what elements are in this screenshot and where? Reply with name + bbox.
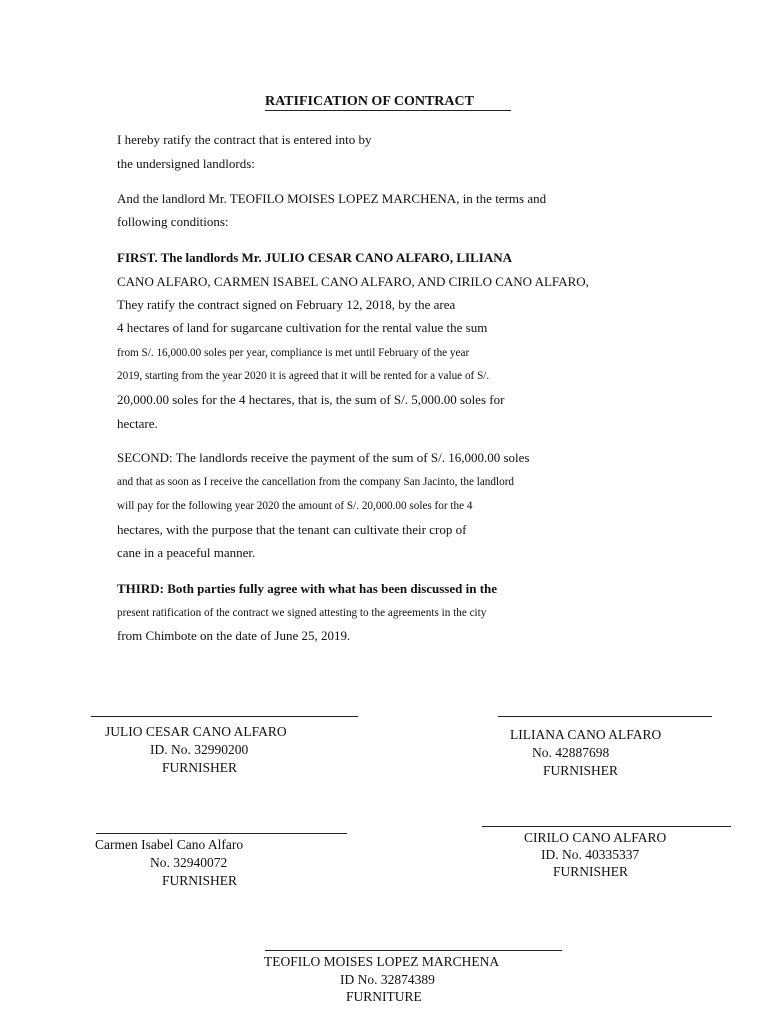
signer-name-liliana: LILIANA CANO ALFARO [510,727,662,742]
signer-role-julio: FURNISHER [162,760,238,775]
first-line-7: 20,000.00 soles for the 4 hectares, that is, the sum of S/. 5,000.00 soles for [117,392,505,407]
intro-line-1: I hereby ratify the contract that is entered into by [117,132,372,147]
signer-id-teofilo: ID No. 32874389 [340,972,435,987]
signer-role-carmen: FURNISHER [162,873,238,888]
first-line-3: They ratify the contract signed on February 12, 2018, by the area [117,297,456,312]
signer-role-teofilo: FURNITURE [346,989,422,1004]
second-line-1: SECOND: The landlords receive the payment of the sum of S/. 16,000.00 soles [117,450,530,465]
first-line-8: hectare. [117,416,158,431]
signer-name-julio: JULIO CESAR CANO ALFARO [105,724,287,739]
second-line-2: and that as soon as I receive the cancellation from the company San Jacinto, the landlord [117,476,515,488]
signer-id-carmen: No. 32940072 [150,855,228,870]
title-underline [265,110,511,111]
signer-id-julio: ID. No. 32990200 [150,742,249,757]
signer-name-cirilo: CIRILO CANO ALFARO [524,830,667,845]
party-line-2: following conditions: [117,214,229,229]
signer-role-liliana: FURNISHER [543,763,619,778]
first-line-4: 4 hectares of land for sugarcane cultivation for the rental value the sum [117,320,488,335]
signature-line-cirilo [482,826,731,827]
signer-id-liliana: No. 42887698 [532,745,610,760]
third-line-2: present ratification of the contract we signed attesting to the agreements in the city [117,607,487,619]
first-line-1: FIRST. The landlords Mr. JULIO CESAR CANO ALFARO, LILIANA [117,250,513,265]
first-line-5: from S/. 16,000.00 soles per year, compliance is met until February of the year [117,347,470,359]
signature-line-carmen [96,833,347,834]
signer-role-cirilo: FURNISHER [553,864,629,879]
signer-id-cirilo: ID. No. 40335337 [541,847,640,862]
party-line-1: And the landlord Mr. TEOFILO MOISES LOPEZ MARCHENA, in the terms and [117,191,547,206]
signer-name-carmen: Carmen Isabel Cano Alfaro [95,837,244,852]
first-line-2: CANO ALFARO, CARMEN ISABEL CANO ALFARO, AND CIRILO CANO ALFARO, [117,274,589,289]
intro-line-2: the undersigned landlords: [117,156,255,171]
signature-line-teofilo [265,950,562,951]
signature-line-julio [91,716,358,717]
second-line-3: will pay for the following year 2020 the amount of S/. 20,000.00 soles for the 4 [117,500,473,512]
second-line-5: cane in a peaceful manner. [117,545,256,560]
document-title: RATIFICATION OF CONTRACT [265,94,474,109]
first-line-6: 2019, starting from the year 2020 it is agreed that it will be rented for a value of S/. [117,370,490,382]
signer-name-teofilo: TEOFILO MOISES LOPEZ MARCHENA [264,954,500,969]
third-line-3: from Chimbote on the date of June 25, 2019. [117,628,351,643]
third-line-1: THIRD: Both parties fully agree with what has been discussed in the [117,581,498,596]
second-line-4: hectares, with the purpose that the tenant can cultivate their crop of [117,522,467,537]
signature-line-liliana [498,716,712,717]
